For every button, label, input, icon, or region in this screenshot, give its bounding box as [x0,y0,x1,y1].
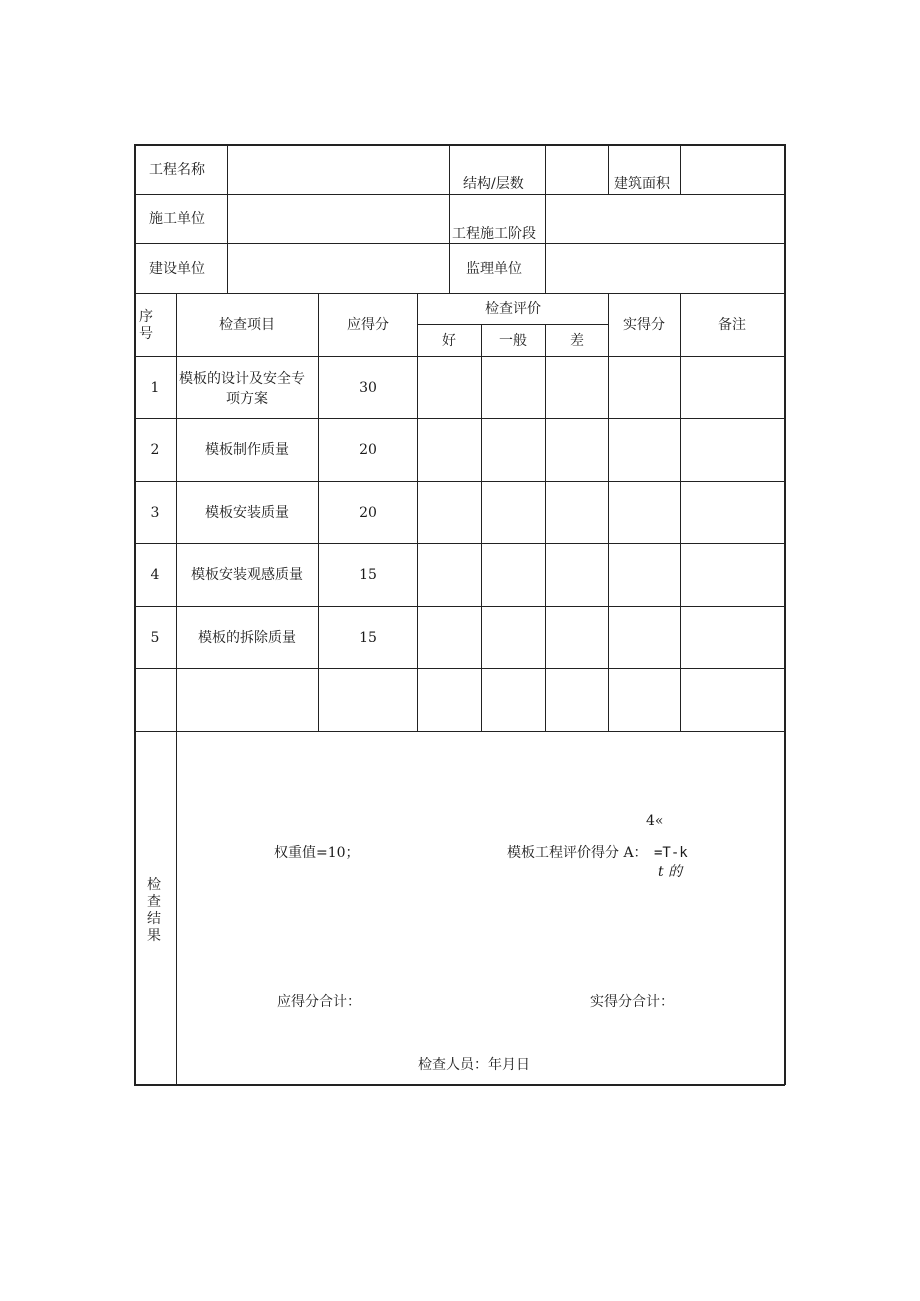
col-divider [545,144,546,293]
table-border-bottom [134,1084,785,1086]
col-header-remark: 备注 [718,317,746,333]
row-item: 模板的设计及安全专 [179,371,305,387]
row-divider [134,194,785,195]
row-divider [134,293,785,294]
row-item: 模板的拆除质量 [198,630,296,646]
owner-label: 建设单位 [149,261,205,277]
row-seq: 3 [150,505,160,521]
row-divider [134,243,785,244]
row-seq: 2 [150,442,160,458]
formula-bottom: t 的 [658,864,683,880]
row-seq: 4 [150,567,160,583]
row-divider [134,481,785,482]
result-label: 检查结果 [147,877,161,944]
row-divider [134,606,785,607]
supervisor-label: 监理单位 [466,261,522,277]
col-divider [680,144,681,194]
col-header-item: 检查项目 [219,317,275,333]
col-header-actual: 实得分 [623,317,665,333]
row-score: 20 [359,442,377,458]
col-header-poor: 差 [570,333,584,349]
formula-main: =T-k [654,845,688,861]
formula-label: 模板工程评价得分 A： [507,845,648,861]
row-divider [134,356,785,357]
formula-top: 4« [646,813,664,829]
structure-label: 结构/层数 [463,176,524,192]
col-divider [481,324,482,731]
col-divider [227,144,228,293]
col-header-score: 应得分 [347,317,389,333]
col-header-seq: 序号 [139,309,153,342]
actual-total: 实得分合计： [590,994,674,1010]
col-divider [608,144,609,194]
row-item: 模板安装质量 [205,505,289,521]
row-divider [134,731,785,732]
row-item: 模板安装观感质量 [191,567,303,583]
row-divider [417,324,609,325]
col-divider [176,293,177,1085]
project-name-label: 工程名称 [149,162,205,178]
inspector-signoff: 检查人员：年月日 [418,1057,530,1073]
row-seq: 1 [150,380,160,396]
row-score: 20 [359,505,377,521]
col-header-good: 好 [442,333,456,349]
row-seq: 5 [150,630,160,646]
should-total: 应得分合计： [277,994,361,1010]
weight-value: 权重值=10； [274,845,360,861]
stage-label: 工程施工阶段 [452,226,536,242]
row-item: 项方案 [226,391,268,407]
col-divider [318,293,319,731]
row-score: 15 [359,567,377,583]
area-label: 建筑面积 [614,176,670,192]
row-item: 模板制作质量 [205,442,289,458]
contractor-label: 施工单位 [149,211,205,227]
table-border-left [134,144,136,1085]
row-divider [134,668,785,669]
row-divider [134,543,785,544]
row-score: 15 [359,630,377,646]
col-divider [608,293,609,731]
col-divider [545,324,546,731]
col-header-evaluation: 检查评价 [485,301,541,317]
col-divider [417,293,418,731]
table-border-right [784,144,786,1085]
col-divider [449,144,450,293]
col-divider [680,293,681,731]
row-score: 30 [359,380,377,396]
table-border-top [134,144,785,146]
col-header-fair: 一般 [499,333,527,349]
row-divider [134,418,785,419]
